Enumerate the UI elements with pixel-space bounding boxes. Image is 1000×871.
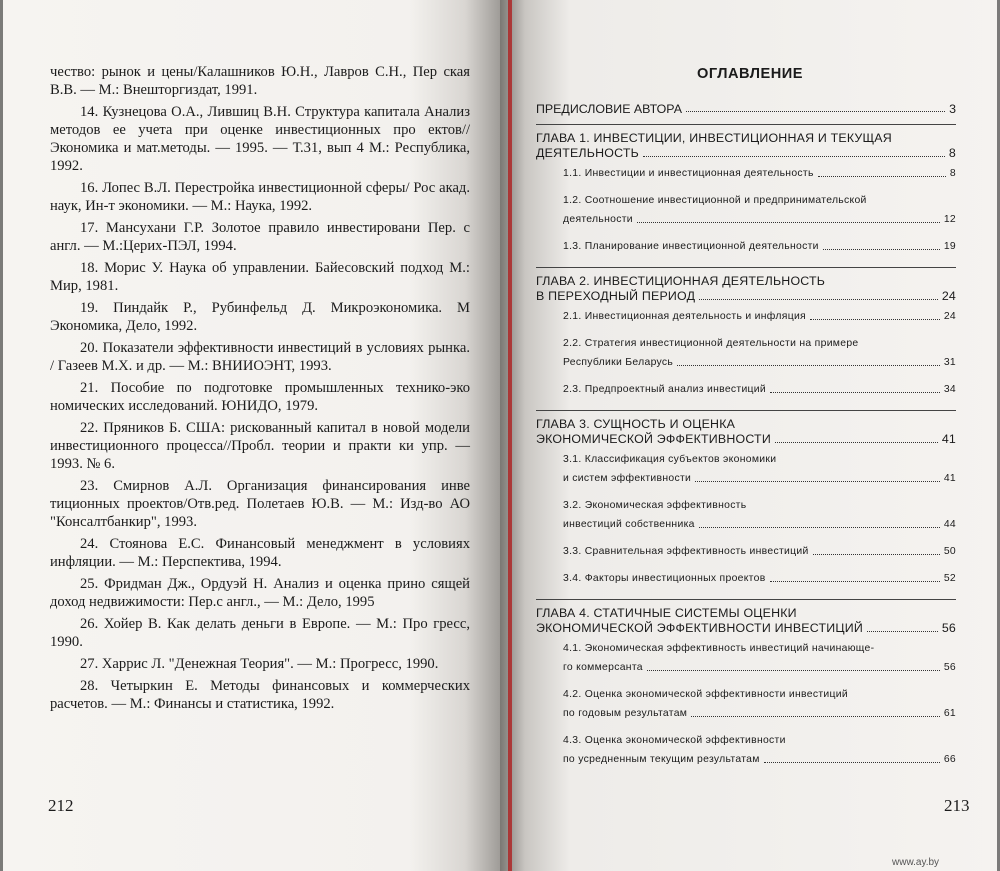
toc-divider [536,267,956,268]
chapter-title-line: ГЛАВА 4. СТАТИЧНЫЕ СИСТЕМЫ ОЦЕНКИ [536,606,797,620]
chapter-title-row [536,289,956,304]
bibliography-line: сящей доход недвижимости: Пер.с англ., — М.: Дело, 1995 [50,576,470,610]
bibliography-line: 24. Стоянова Е.С. Финансовый менеджмент в условиях [80,536,470,552]
toc-chapter [536,417,956,447]
bibliography-entry [50,339,470,375]
bibliography-entry [50,219,470,255]
toc-entry-text: ЭКОНОМИЧЕСКОЙ ЭФФЕКТИВНОСТИ ИНВЕСТИЦИЙ [536,621,863,635]
watermark: www.ay.by [892,857,940,868]
left-page-edge [0,0,3,871]
bibliography-line: М.: Мир, 1981. [50,260,470,294]
dot-leader [643,156,945,157]
toc-divider [536,124,956,125]
bibliography-line: 16. Лопес В.Л. Перестройка инвестиционной сферы/ Рос [80,180,436,196]
toc-divider [536,410,956,411]
toc-entry-text: 1.1. Инвестиции и инвестиционная деятельность [563,168,814,179]
toc-section [536,688,956,721]
toc-page-number: 3 [949,102,956,116]
section-title-row [563,310,956,324]
toc-section [536,383,956,397]
bibliography-line: номических исследований. ЮНИДО, 1979. [50,398,319,414]
table-of-contents [536,102,956,780]
toc-section [536,734,956,767]
bibliography-line: 28. Четыркин Е. Методы финансовых и коммерческих [80,678,470,694]
dot-leader [813,554,940,555]
bibliography-entry [50,615,470,651]
toc-chapter [536,606,956,636]
section-title-line: 2.2. Стратегия инвестиционной деятельности на примере [563,338,859,349]
toc-page-number: 56 [941,621,956,635]
toc-entry-text: ЭКОНОМИЧЕСКОЙ ЭФФЕКТИВНОСТИ [536,432,771,446]
dot-leader [818,176,946,177]
toc-chapter [536,274,956,304]
chapter-title-line: ГЛАВА 2. ИНВЕСТИЦИОННАЯ ДЕЯТЕЛЬНОСТЬ [536,274,826,288]
dot-leader [699,527,940,528]
section-title-line: 1.2. Соотношение инвестиционной и предпринимательской [563,195,867,206]
toc-page-number: 44 [943,519,956,530]
bibliography-line: тиционных проектов/Отв.ред. Полетаев Ю.В. — М.: Изд-во [50,496,443,512]
toc-page-number: 56 [943,662,956,673]
bibliography-line: 22. Пряников Б. США: рискованный капитал в новой [80,420,420,436]
bibliography-line: ки упр. — 1993. № 6. [50,438,470,472]
toc-entry-text: ДЕЯТЕЛЬНОСТЬ [536,146,639,160]
section-title-row [563,753,956,767]
dot-leader [695,481,940,482]
toc-page-number: 24 [941,289,956,303]
bibliography-list [50,63,470,717]
bibliography-line: расчетов. — М.: Финансы и статистика, 1992. [50,696,335,712]
toc-page-number: 31 [943,357,956,368]
toc-entry-text: и систем эффективности [563,473,692,484]
toc-page-number: 19 [943,241,956,252]
section-title-row [563,707,956,721]
toc-chapter [536,131,956,161]
bibliography-line: 23. Смирнов А.Л. Организация финансирования инве [80,478,470,494]
bibliography-entry [50,419,470,473]
dot-leader [677,365,940,366]
toc-entry-text: Республики Беларусь [563,357,674,368]
bibliography-line: 21. Пособие по подготовке промышленных технико-эко [80,380,470,396]
section-title-line: 4.2. Оценка экономической эффективности инвестиций [563,689,848,700]
toc-section [536,572,956,586]
toc-page-number: 50 [943,546,956,557]
dot-leader [823,249,940,250]
dot-leader [810,319,940,320]
bibliography-line: М.: Республика, 1992. [50,140,470,174]
bibliography-entry [50,103,470,175]
section-title-row [563,572,956,586]
chapter-title-line: ГЛАВА 1. ИНВЕСТИЦИИ, ИНВЕСТИЦИОННАЯ И ТЕКУЩАЯ [536,131,892,145]
toc-page-number: 41 [943,473,956,484]
bibliography-entry [50,179,470,215]
bibliography-line: 17. Мансухани Г.Р. Золотое правило инвестировани [80,220,421,236]
chapter-title-row [536,146,956,161]
bibliography-entry [50,63,470,99]
toc-entry-text: инвестиций собственника [563,519,695,530]
bibliography-line: акад. наук, Ин-т экономики. — М.: Наука, 1992. [50,180,471,214]
bibliography-line: инфляции. — М.: Перспектива, 1994. [50,554,282,570]
bibliography-line: 1990. [405,656,439,672]
toc-preface [536,102,956,116]
toc-section [536,453,956,486]
toc-section [536,194,956,227]
dot-leader [699,299,938,300]
dot-leader [764,762,940,763]
bibliography-line: чество: рынок и цены/Калашников Ю.Н., Лавров С.Н., Пер [50,64,438,80]
bibliography-line: Экономика, Дело, 1992. [50,318,198,334]
bibliography-entry [50,379,470,415]
bibliography-entry [50,259,470,295]
toc-page-number: 24 [943,311,956,322]
bibliography-line: Анализ методов ее учета при оценке инвестиционных про [50,104,470,138]
toc-entry-text: В ПЕРЕХОДНЫЙ ПЕРИОД [536,289,696,303]
section-title-line: 3.2. Экономическая эффективность [563,500,747,511]
bibliography-entry [50,477,470,531]
toc-page-number: 52 [943,573,956,584]
book-spine-shadow [508,0,512,871]
bibliography-entry [50,535,470,571]
section-title-row [563,240,956,254]
chapter-title-row [536,432,956,447]
dot-leader [686,111,945,112]
dot-leader [770,581,940,582]
toc-section [536,167,956,181]
section-title-row [563,472,956,486]
toc-entry-text: 1.3. Планирование инвестиционной деятельности [563,241,819,252]
toc-page-number: 34 [943,384,956,395]
section-title-line: 4.3. Оценка экономической эффективности [563,735,786,746]
toc-page-number: 8 [949,168,956,179]
toc-title: ОГЛАВЛЕНИЕ [697,66,803,82]
section-title-line: 4.1. Экономическая эффективность инвестиций начинающе- [563,643,875,654]
bibliography-line: 25. Фридман Дж., Ордуэй Н. Анализ и оценка прино [80,576,426,592]
toc-entry-text: 2.3. Предпроектный анализ инвестиций [563,384,767,395]
dot-leader [637,222,940,223]
dot-leader [770,392,940,393]
toc-section [536,642,956,675]
page-number-left: 212 [48,796,74,815]
toc-page-number: 66 [943,754,956,765]
toc-entry-text: по годовым результатам [563,708,688,719]
section-title-row [563,213,956,227]
section-title-row [563,545,956,559]
dot-leader [867,631,938,632]
bibliography-entry [50,677,470,713]
toc-entry-text: 3.3. Сравнительная эффективность инвестиций [563,546,809,557]
bibliography-line: 26. Хойер В. Как делать деньги в Европе. — М.: Про [80,616,428,632]
bibliography-line: Пер. с англ. — М.:Церих-ПЭЛ, 1994. [50,220,470,254]
bibliography-entry [50,299,470,335]
bibliography-entry [50,575,470,611]
section-title-row [563,661,956,675]
toc-page-number: 61 [943,708,956,719]
dot-leader [775,442,938,443]
bibliography-line: ектов//Экономика и мат.методы. — 1995. — Т.31, вып 4 [50,122,470,156]
section-title-line: 3.1. Классификация субъектов экономики [563,454,777,465]
chapter-title-line: ГЛАВА 3. СУЩНОСТЬ И ОЦЕНКА [536,417,736,431]
toc-entry-text: ПРЕДИСЛОВИЕ АВТОРА [536,102,682,116]
section-title-row [563,383,956,397]
toc-page-number: 41 [941,432,956,446]
toc-section [536,337,956,370]
toc-entry-text: по усредненным текущим результатам [563,754,760,765]
toc-page-number: 8 [948,146,956,160]
bibliography-line: 18. Морис У. Наука об управлении. Байесовский подход [80,260,444,276]
toc-page-number: 12 [943,214,956,225]
bibliography-line: ская В.В. — М.: Внешторгиздат, 1991. [50,64,470,98]
bibliography-line: модели инвестиционного процесса//Пробл. теории и практи [50,420,470,454]
bibliography-line: рынка. / Газеев М.Х. и др. — М.: ВНИИОЭНТ, 1993. [50,340,470,374]
bibliography-line: АО "Консалтбанкир", 1993. [50,496,471,530]
dot-leader [647,670,940,671]
section-title-row [563,518,956,532]
page-number-right: 213 [944,796,970,815]
toc-section [536,310,956,324]
toc-section [536,545,956,559]
bibliography-line: 19. Пиндайк Р., Рубинфельд Д. Микроэкономика. М [80,300,470,316]
section-title-row [563,167,956,181]
section-title-row [563,356,956,370]
toc-entry-text: деятельности [563,214,633,225]
dot-leader [691,716,940,717]
bibliography-line: 27. Харрис Л. "Денежная Теория". — М.: Прогресс, [80,656,402,672]
toc-entry-text: 2.1. Инвестиционная деятельность и инфляция [563,311,806,322]
bibliography-line: 20. Показатели эффективности инвестиций в условиях [80,340,424,356]
toc-section [536,240,956,254]
bibliography-line: 14. Кузнецова О.А., Лившиц В.Н. Структура капитала [80,104,420,120]
bibliography-line: гресс, 1990. [50,616,470,650]
right-page [500,0,1000,871]
toc-divider [536,599,956,600]
toc-entry-text: 3.4. Факторы инвестиционных проектов [563,573,766,584]
toc-section [536,499,956,532]
toc-entry-text: го коммерсанта [563,662,643,673]
chapter-title-row [536,621,956,636]
bibliography-entry [50,655,470,673]
